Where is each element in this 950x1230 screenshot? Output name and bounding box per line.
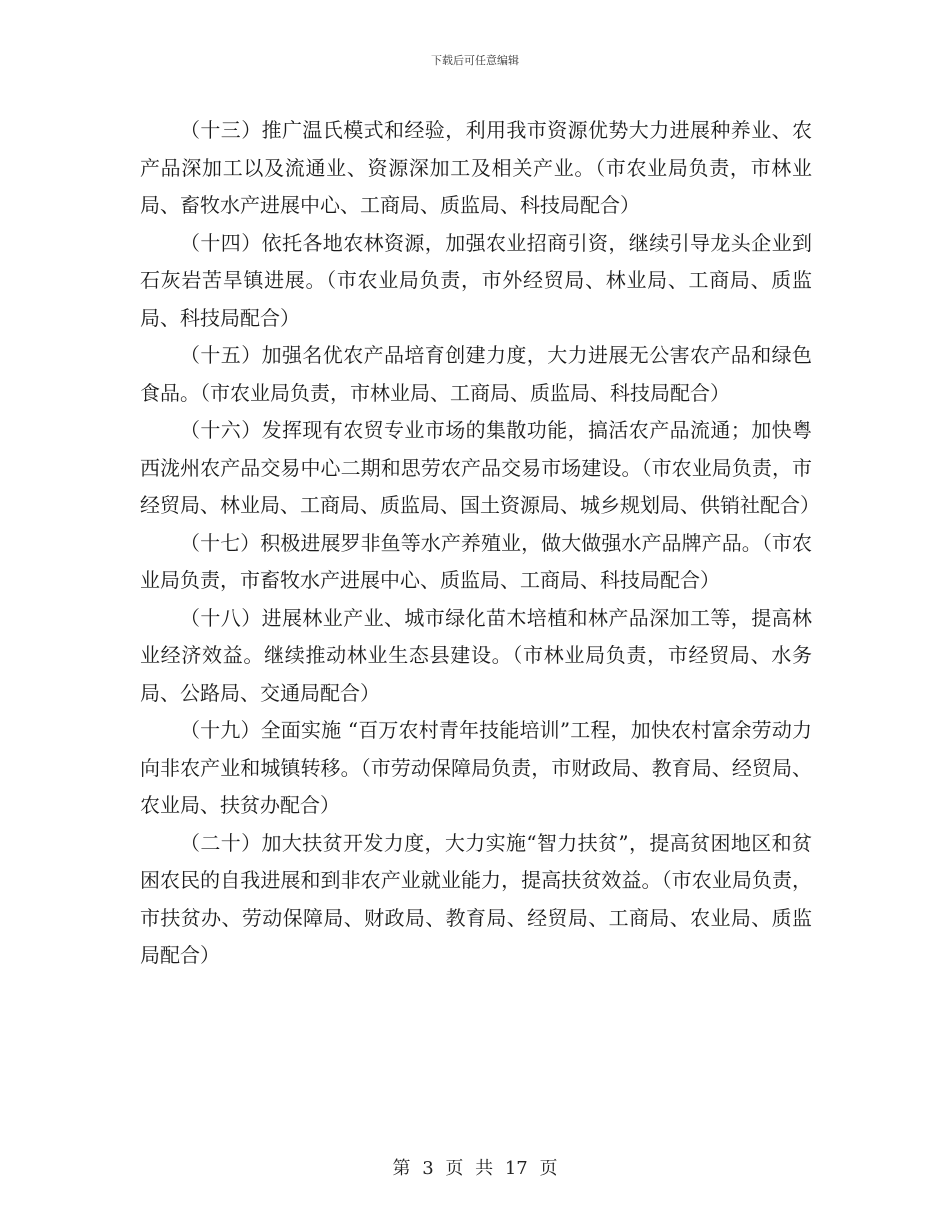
paragraph-17: （十七）积极进展罗非鱼等水产养殖业，做大做强水产品牌产品。（市农业局负责，市畜牧水产进展中心、质监局、工商局、科技局配合） xyxy=(140,530,812,592)
paragraph-14: （十四）依托各地农林资源，加强农业招商引资，继续引导龙头企业到石灰岩苦旱镇进展。（市农业局负责，市外经贸局、林业局、工商局、质监局、科技局配合） xyxy=(140,230,812,330)
paragraph-19: （十九）全面实施 “百万农村青年技能培训”工程，加快农村富余劳动力向非农产业和城镇转移。（市劳动保障局负责，市财政局、教育局、经贸局、农业局、扶贫办配合） xyxy=(140,718,812,817)
page-header: 下载后可任意编辑 xyxy=(431,54,519,67)
paragraph-13: （十三）推广温氏模式和经验，利用我市资源优势大力进展种养业、农产品深加工以及流通业、资源深加工及相关产业。（市农业局负责，市林业局、畜牧水产进展中心、工商局、质监局、科技局配合） xyxy=(140,118,812,217)
document-body xyxy=(140,112,820,975)
paragraph-16: （十六）发挥现有农贸专业市场的集散功能，搞活农产品流通；加快粤西泷州农产品交易中心二期和思劳农产品交易市场建设。（市农业局负责，市经贸局、林业局、工商局、质监局、国土资源局、城乡规划局、供销社配合） xyxy=(140,418,820,517)
page-footer: 第 3 页 共 17 页 xyxy=(392,1158,558,1179)
paragraph-15: （十五）加强名优农产品培育创建力度，大力进展无公害农产品和绿色食品。（市农业局负责，市林业局、工商局、质监局、科技局配合） xyxy=(140,343,812,405)
paragraph-18: （十八）进展林业产业、城市绿化苗木培植和林产品深加工等，提高林业经济效益。继续推动林业生态县建设。（市林业局负责，市经贸局、水务局、公路局、交通局配合） xyxy=(140,605,812,705)
paragraph-20: （二十）加大扶贫开发力度，大力实施“智力扶贫”，提高贫困地区和贫困农民的自我进展和到非农产业就业能力，提高扶贫效益。（市农业局负责，市扶贫办、劳动保障局、财政局、教育局、经贸局、工商局、农业局、质监局配合） xyxy=(140,830,812,967)
